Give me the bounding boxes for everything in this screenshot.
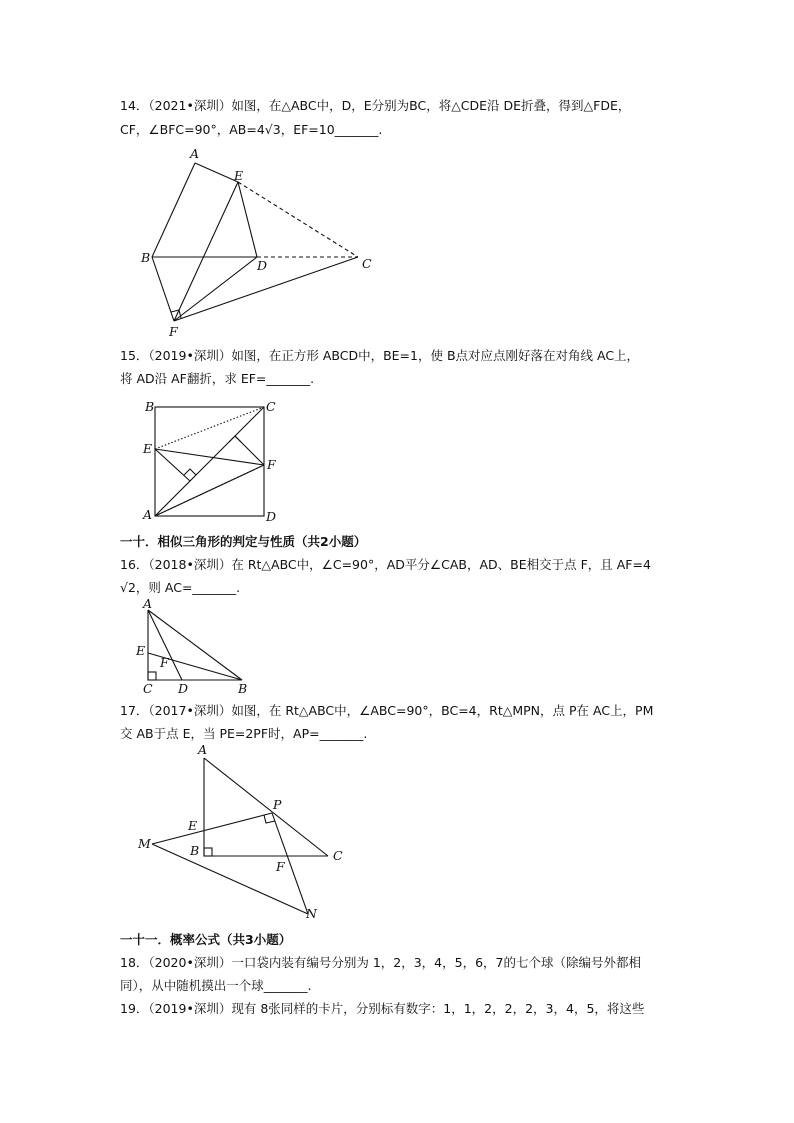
segment-AC: [204, 758, 328, 856]
figure-14-triangle-fold: [130, 140, 390, 340]
label-D: D: [257, 258, 268, 273]
segment-MN: [152, 844, 308, 914]
label-E: E: [188, 818, 198, 833]
label-C: C: [333, 848, 343, 863]
label-A: A: [143, 507, 153, 522]
right-angle-mark-C: [148, 672, 156, 680]
segment-AF-dotted: [155, 465, 264, 516]
label-D: D: [266, 509, 277, 524]
problem-17-line-2: 交 AB于点 E，当 PE=2PF时，AP=_______.: [120, 726, 368, 741]
label-F: F: [160, 655, 169, 670]
problem-15-line-1: 15．（2019•深圳）如图，在正方形 ABCD中，BE=1，使 B点对应点刚好落在对角线 AC上，: [120, 348, 640, 363]
problem-17-line-1: 17．（2017•深圳）如图，在 Rt△ABC中，∠ABC=90°，BC=4，Rt△MPN，点 P在 AC上，PM: [120, 703, 654, 718]
label-M: M: [138, 836, 151, 851]
label-F: F: [169, 324, 178, 339]
segment-MP: [152, 813, 272, 844]
label-C: C: [266, 399, 276, 414]
problem-18-line-1: 18．（2020•深圳）一口袋内装有编号分别为 1，2，3，4，5，6，7的七个球（除编号外都相: [120, 955, 641, 970]
problem-15-line-2: 将 AD沿 AF翻折，求 EF=_______.: [120, 371, 315, 386]
figure-15-square-fold: [135, 395, 285, 525]
problem-16-line-2: √2，则 AC=_______.: [120, 580, 241, 595]
segment-BF: [152, 257, 174, 321]
problem-19-line-1: 19．（2019•深圳）现有 8张同样的卡片，分别标有数字：1，1，2，2，2，3，4，5，将这些: [120, 1001, 645, 1016]
segment-ED: [238, 182, 257, 257]
figure-16-right-triangle: [130, 596, 260, 696]
figure-17-triangles: [130, 740, 360, 925]
segment-EC-dashed: [238, 182, 358, 257]
right-angle-mark-lower: [184, 469, 196, 475]
problem-16-line-1: 16．（2018•深圳）在 Rt△ABC中，∠C=90°，AD平分∠CAB，AD、BE相交于点 F，且 AF=4: [120, 557, 651, 572]
label-N: N: [306, 906, 317, 921]
label-A: A: [190, 146, 200, 161]
segment-AE: [195, 163, 238, 182]
label-P: P: [273, 797, 282, 812]
label-A: A: [143, 596, 153, 611]
label-B: B: [145, 399, 155, 414]
segment-FD: [174, 257, 257, 321]
section-heading-probability: 一十一．概率公式（共3小题）: [120, 932, 292, 947]
label-C: C: [143, 681, 153, 696]
label-C: C: [362, 256, 372, 271]
label-B: B: [190, 843, 200, 858]
problem-14-line-2: CF，∠BFC=90°，AB=4√3，EF=10_______.: [120, 122, 383, 137]
problem-14-line-1: 14．（2021•深圳）如图，在△ABC中，D，E分别为BC，将△CDE沿 DE折叠，得到△FDE，: [120, 98, 631, 113]
diagonal-AC: [155, 407, 264, 516]
label-B: B: [141, 250, 151, 265]
label-E: E: [234, 168, 244, 183]
section-heading-similar-triangles: 一十．相似三角形的判定与性质（共2小题）: [120, 534, 367, 549]
label-B: B: [238, 681, 248, 696]
label-F: F: [267, 457, 276, 472]
right-angle-mark-upper: [229, 436, 241, 442]
right-angle-mark-B: [204, 848, 212, 856]
label-A: A: [198, 742, 208, 757]
label-E: E: [143, 441, 153, 456]
label-D: D: [178, 681, 189, 696]
segment-FE: [174, 182, 238, 321]
segment-EF: [155, 449, 264, 465]
segment-AB: [152, 163, 195, 257]
label-F: F: [276, 859, 285, 874]
problem-18-line-2: 同），从中随机摸出一个球_______.: [120, 978, 312, 993]
segment-EC-dotted: [155, 407, 264, 449]
label-E: E: [136, 643, 146, 658]
